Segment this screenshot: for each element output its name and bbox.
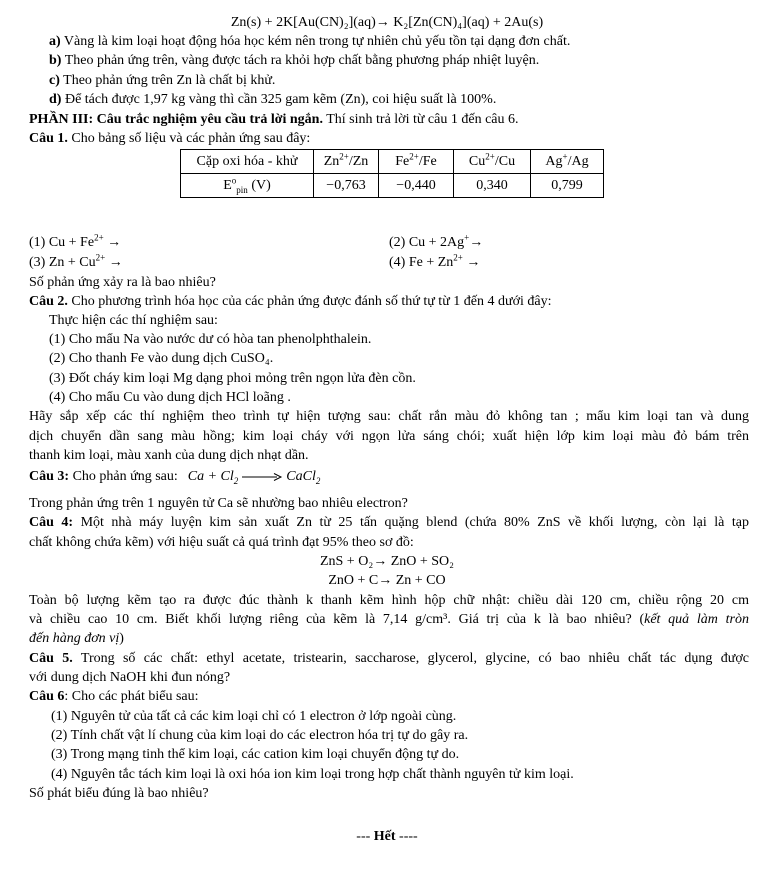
reaction-3: (3) $Zn + Cu^{2+}$ →: [29, 252, 123, 270]
q5-line-1: Câu 5. Trong số các chất: ethyl acetate, tristearin, saccharose, glycerol, glycine, có bao nhiêu chất tác dụng được: [29, 651, 749, 666]
experiment-2: (2) Cho thanh Fe vào dung dịch CuSO₄.: [49, 351, 274, 366]
table-cell-value: 0,340: [454, 174, 531, 198]
table-cell-couple: $Fe^{2+}/Fe$: [379, 150, 454, 174]
q2-task-line: dịch chuyển dần sang màu hồng; kim loại cháy với ngọn lửa sáng chói; xuất hiện lớp kim loại màu đỏ bám trên: [29, 429, 749, 444]
q2-intro: Thực hiện các thí nghiệm sau:: [49, 313, 218, 328]
q2-task-line: Hãy sắp xếp các thí nghiệm theo trình tự hiện tượng sau: chất rắn màu đỏ không tan ; mẩu kim loại tan và dung: [29, 409, 749, 424]
q6-question: Số phát biểu đúng là bao nhiêu?: [29, 786, 209, 801]
q4-line-2: chất không chứa kẽm) với hiệu suất cả quá trình đạt 95% theo sơ đồ:: [29, 535, 414, 550]
statement-c: c) Theo phản ứng trên Zn là chất bị khử.: [49, 73, 276, 88]
q6-statement-2: (2) Tính chất vật lí chung của kim loại do các electron hóa trị tự do gây ra.: [51, 728, 469, 743]
table-header-couple: Cặp oxi hóa - khử: [181, 150, 314, 174]
q1-question: Số phản ứng xảy ra là bao nhiêu?: [29, 275, 216, 290]
gold-cyanide-equation: Zn(s) + 2K[Au(CN)₂](aq)→ K₂[Zn(CN)₄](aq) + 2Au(s): [230, 15, 544, 30]
table-row: [181, 174, 604, 198]
reaction-4: (4) $Fe + Zn^{2+}$ →: [389, 252, 481, 270]
experiment-1: (1) Cho mẩu Na vào nước dư có hòa tan phenolphthalein.: [49, 332, 372, 347]
q5-line-2: với dung dịch NaOH khi đun nóng?: [29, 670, 231, 685]
long-arrow-icon: [241, 472, 283, 482]
statement-b: b) Theo phản ứng trên, vàng được tách ra khỏi hợp chất bằng phương pháp nhiệt luyện.: [49, 53, 540, 68]
q4-line-1: Câu 4: Một nhà máy luyện kim sản xuất Zn từ 25 tấn quặng blend (chứa 80% ZnS về khối lượng, còn lại là tạp: [29, 515, 749, 530]
experiment-4: (4) Cho mẩu Cu vào dung dịch HCl loãng .: [49, 390, 291, 405]
electrode-potential-table: [180, 149, 604, 198]
table-cell-value: 0,799: [531, 174, 604, 198]
q6-statement-3: (3) Trong mạng tinh thể kim loại, các cation kim loại chuyển động tự do.: [51, 747, 460, 762]
q3-stem: Câu 3: Cho phản ứng sau: $Ca + Cl_2$ CaCl$_2$: [29, 469, 321, 486]
statement-d: d) Để tách được 1,97 kg vàng thì cần 325 gam kẽm (Zn), coi hiệu suất là 100%.: [49, 92, 497, 107]
reaction-1: (1) $Cu + Fe^{2+}$ →: [29, 232, 122, 250]
table-cell-value: −0,440: [379, 174, 454, 198]
q6-statement-4: (4) Nguyên tắc tách kim loại là oxi hóa ion kim loại trong hợp chất thành nguyên tử kim loại.: [51, 767, 574, 782]
table-header-potential: $E^o_{pin}$ (V): [181, 174, 314, 198]
table-cell-couple: $Zn^{2+}/Zn$: [314, 150, 379, 174]
table-row: [181, 150, 604, 174]
table-cell-couple: Ag+/Ag: [531, 150, 604, 174]
q2-stem: Câu 2. Cho phương trình hóa học của các phản ứng được đánh số thứ tự từ 1 đến 4 dưới đây:: [29, 294, 552, 309]
q2-task-line: thanh kim loại, màu xanh của dung dịch nhạt dần.: [29, 448, 309, 463]
q4-line-4: và chiều cao 10 cm. Biết khối lượng riêng của kẽm là 7,14 g/cm³. Giá trị của k là bao nhiêu? (kết quả làm tròn: [29, 612, 749, 627]
reaction-2: (2) Cu + 2Ag+→: [389, 232, 484, 250]
q6-stem: Câu 6: Cho các phát biểu sau:: [29, 689, 199, 704]
q4-line-5: đến hàng đơn vị): [29, 631, 124, 646]
statement-a: a) Vàng là kim loại hoạt động hóa học kém nên trong tự nhiên chủ yếu tồn tại dạng đơn chất.: [49, 34, 571, 49]
q4-line-3: Toàn bộ lượng kẽm tạo ra được đúc thành k thanh kẽm hình hộp chữ nhật: chiều dài 120 cm, chiều rộng 20 cm: [29, 593, 749, 608]
q3-question: Trong phản ứng trên 1 nguyên tử Ca sẽ nhường bao nhiêu electron?: [29, 496, 408, 511]
experiment-3: (3) Đốt cháy kim loại Mg dạng phoi mỏng trên ngọn lửa đèn cồn.: [49, 371, 416, 386]
table-cell-value: −0,763: [314, 174, 379, 198]
q1-stem: Câu 1. Cho bảng số liệu và các phản ứng sau đây:: [29, 131, 311, 146]
end-marker: --- Hết ----: [356, 829, 418, 844]
part3-heading: PHẦN III: Câu trắc nghiệm yêu cầu trả lời ngắn. Thí sinh trả lời từ câu 1 đến câu 6.: [29, 112, 519, 127]
table-cell-couple: $Cu^{2+}/Cu$: [454, 150, 531, 174]
q6-statement-1: (1) Nguyên tử của tất cả các kim loại chỉ có 1 electron ở lớp ngoài cùng.: [51, 709, 457, 724]
q4-equation-2: ZnO + C→ Zn + CO: [328, 573, 446, 588]
q4-equation-1: ZnS + O₂→ ZnO + SO₂: [319, 554, 455, 569]
